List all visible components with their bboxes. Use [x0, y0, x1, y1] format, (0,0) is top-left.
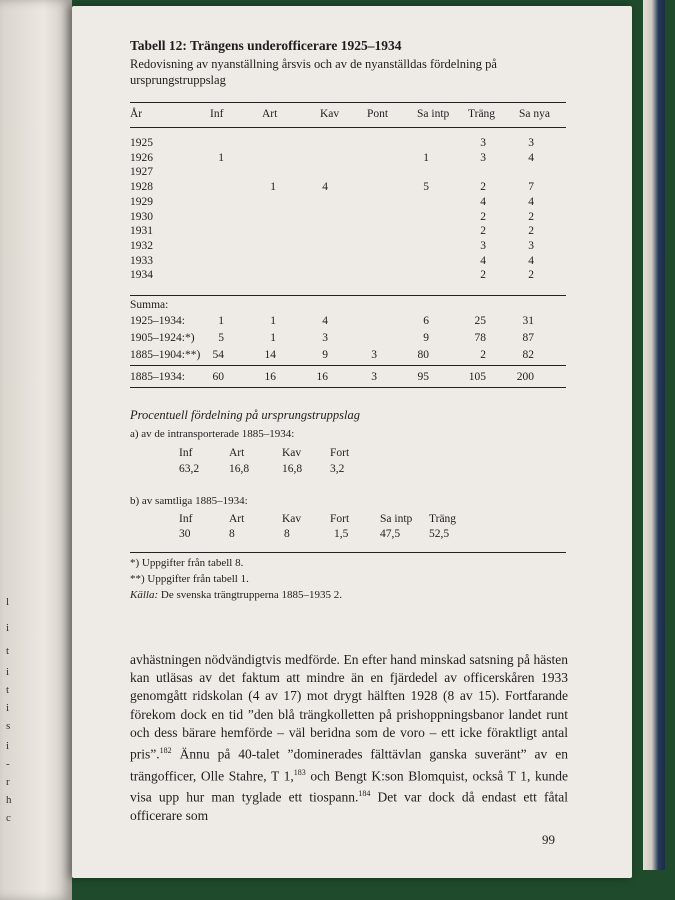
summa-period: 1885–1904:**) — [130, 349, 201, 361]
column-header: Kav — [320, 108, 340, 120]
footnote-1: *) Uppgifter från tabell 8. — [130, 557, 244, 569]
footnote-ref-182: 182 — [159, 746, 172, 756]
margin-fragment: i — [6, 622, 10, 634]
procent-heading: Procentuell fördelning på ursprungstruppslag — [130, 408, 360, 422]
book-edge — [643, 0, 665, 870]
total-value: 200 — [516, 371, 534, 383]
value-cell: 4 — [528, 151, 534, 164]
book-page — [72, 6, 632, 878]
value-cell: 2 — [528, 225, 534, 238]
table-top-rule — [130, 102, 566, 103]
value-cell: 3 — [480, 151, 486, 164]
part-a-value: 16,8 — [282, 463, 303, 475]
summa-value: 1 — [270, 332, 276, 344]
value-cell: 4 — [322, 181, 328, 194]
part-a-value: 3,2 — [330, 463, 345, 475]
year-cell: 1933 — [130, 254, 153, 267]
value-cell: 3 — [480, 137, 486, 149]
table-subtitle: Redovisning av nyanställning årsvis och av de nyanställdas fördelning på ursprungstruppslag — [130, 57, 497, 87]
year-cell: 1926 — [130, 151, 153, 164]
body-text-4: Det var dock då endast ett fåtal officerare som — [130, 789, 568, 824]
source-label: Källa: — [130, 589, 159, 601]
total-period: 1885–1934: — [130, 371, 185, 383]
value-cell: 1 — [218, 151, 224, 164]
part-b-header: Sa intp — [380, 513, 413, 525]
value-cell: 4 — [528, 195, 534, 208]
body-text-3: och Bengt K:son Blomquist, också T 1, kunde visa upp hur man tyglade ett tiospann. — [130, 768, 568, 805]
margin-fragment: l — [6, 596, 10, 608]
year-cell: 1928 — [130, 181, 153, 194]
summa-value: 1 — [270, 315, 276, 327]
part-a-value: 16,8 — [229, 463, 250, 475]
header-rule — [130, 127, 566, 128]
total-value: 95 — [417, 371, 429, 383]
body-paragraph — [130, 651, 568, 825]
left-page-edge — [0, 0, 72, 900]
margin-fragment: i — [6, 666, 10, 678]
summa-value: 6 — [423, 315, 429, 327]
total-value: 16 — [316, 371, 328, 383]
part-b-header: Kav — [282, 513, 302, 525]
year-cell: 1932 — [130, 239, 153, 252]
summa-value: 54 — [212, 349, 224, 361]
summa-value: 3 — [322, 332, 328, 344]
total-value: 60 — [212, 371, 224, 383]
year-cell: 1931 — [130, 225, 153, 238]
total-top-rule — [130, 365, 566, 366]
part-b-label: b) av samtliga 1885–1934: — [130, 495, 248, 507]
part-b-header: Inf — [179, 513, 193, 525]
total-value: 3 — [371, 371, 377, 383]
column-header: Art — [262, 108, 278, 120]
body-text-1: avhästningen nödvändigtvis medförde. En efter hand minskad satsning på hästen kan utläsas av det faktum att mindre än en fjärdedel av officerskåren 1933 genomgått ridskolan (4 av 17) mot drygt hälften 1928 (8 av 15). Fortfarande förekom dock en tid ”den blå trängkolletten på prishoppningsbanor landet runt och dess bärare hemförde – väl beridna som de voro – ett icke föraktligt antal pris”. — [130, 652, 568, 762]
column-header: Sa nya — [519, 108, 550, 120]
part-b-header: Art — [229, 513, 245, 525]
body-text-2: Ännu på 40-talet ”dominerades fälttävlan ganska suveränt” av en trängofficer, Olle Stahre, T 1, — [130, 746, 568, 784]
summa-value: 5 — [218, 332, 224, 344]
margin-fragment: i — [6, 702, 10, 714]
source-note — [130, 589, 342, 601]
summa-value: 4 — [322, 315, 328, 327]
part-b-value: 30 — [179, 528, 191, 540]
value-cell: 3 — [480, 239, 486, 252]
column-header: Träng — [468, 108, 496, 120]
margin-fragment: r — [6, 776, 10, 788]
column-header: Inf — [210, 108, 224, 120]
summa-value: 9 — [423, 332, 429, 344]
table-bottom-rule — [130, 387, 566, 388]
footnote-2: **) Uppgifter från tabell 1. — [130, 573, 249, 585]
part-b-header: Fort — [330, 513, 350, 525]
table-title: Tabell 12: Trängens underofficerare 1925–1934 — [130, 38, 402, 53]
summa-value: 87 — [522, 332, 534, 344]
summa-value: 14 — [264, 349, 276, 361]
column-header: År — [130, 108, 143, 120]
margin-fragment: t — [6, 684, 10, 696]
column-header: Sa intp — [417, 108, 450, 120]
page-number: 99 — [542, 832, 555, 847]
summa-label: Summa: — [130, 299, 169, 311]
footnote-ref-183: 183 — [293, 767, 306, 777]
value-cell: 2 — [480, 225, 486, 238]
value-cell: 2 — [528, 210, 534, 223]
summa-period: 1905–1924:*) — [130, 332, 195, 344]
summa-value: 82 — [522, 349, 534, 361]
summa-value: 31 — [522, 315, 534, 327]
column-header: Pont — [367, 108, 389, 120]
year-cell: 1929 — [130, 195, 153, 208]
part-a-header: Kav — [282, 447, 302, 459]
total-value: 16 — [264, 371, 276, 383]
value-cell: 3 — [528, 137, 534, 149]
part-b-value: 47,5 — [380, 528, 401, 540]
source-text: De svenska trängtrupperna 1885–1935 2. — [158, 589, 343, 601]
part-b-value: 52,5 — [429, 528, 450, 540]
summa-value: 25 — [474, 315, 486, 327]
margin-fragment: h — [6, 794, 12, 806]
total-value: 105 — [468, 371, 486, 383]
part-a-label: a) av de intransporterade 1885–1934: — [130, 428, 295, 440]
value-cell: 2 — [480, 181, 486, 194]
margin-fragment: c — [6, 812, 11, 824]
part-a-header: Art — [229, 447, 245, 459]
year-cell: 1927 — [130, 166, 153, 179]
value-cell: 7 — [528, 181, 534, 194]
year-cell: 1930 — [130, 210, 153, 223]
footnote-rule — [130, 552, 566, 553]
value-cell: 1 — [423, 151, 429, 164]
value-cell: 1 — [270, 181, 276, 194]
part-a-header: Fort — [330, 447, 350, 459]
value-cell: 4 — [528, 254, 534, 267]
summa-value: 1 — [218, 315, 224, 327]
value-cell: 2 — [480, 210, 486, 223]
value-cell: 5 — [423, 181, 429, 194]
margin-fragment: - — [6, 758, 10, 770]
summa-value: 3 — [371, 349, 377, 361]
value-cell: 2 — [528, 269, 534, 282]
years-end-rule — [130, 295, 566, 296]
margin-fragment: t — [6, 645, 10, 657]
summa-period: 1925–1934: — [130, 315, 185, 327]
year-cell: 1925 — [130, 137, 153, 149]
value-cell: 3 — [528, 239, 534, 252]
margin-fragment: i — [6, 740, 10, 752]
part-b-header: Träng — [429, 513, 457, 525]
value-cell: 4 — [480, 195, 486, 208]
year-cell: 1934 — [130, 269, 153, 282]
part-b-value: 8 — [229, 528, 235, 540]
part-a-header: Inf — [179, 447, 193, 459]
part-a-value: 63,2 — [179, 463, 200, 475]
summa-value: 2 — [480, 349, 486, 361]
margin-fragment: s — [6, 720, 11, 732]
part-b-value: 1,5 — [334, 528, 349, 540]
value-cell: 4 — [480, 254, 486, 267]
summa-value: 9 — [322, 349, 328, 361]
footnote-ref-184: 184 — [358, 789, 371, 799]
summa-value: 78 — [474, 332, 486, 344]
part-b-value: 8 — [284, 528, 290, 540]
value-cell: 2 — [480, 269, 486, 282]
summa-value: 80 — [417, 349, 429, 361]
